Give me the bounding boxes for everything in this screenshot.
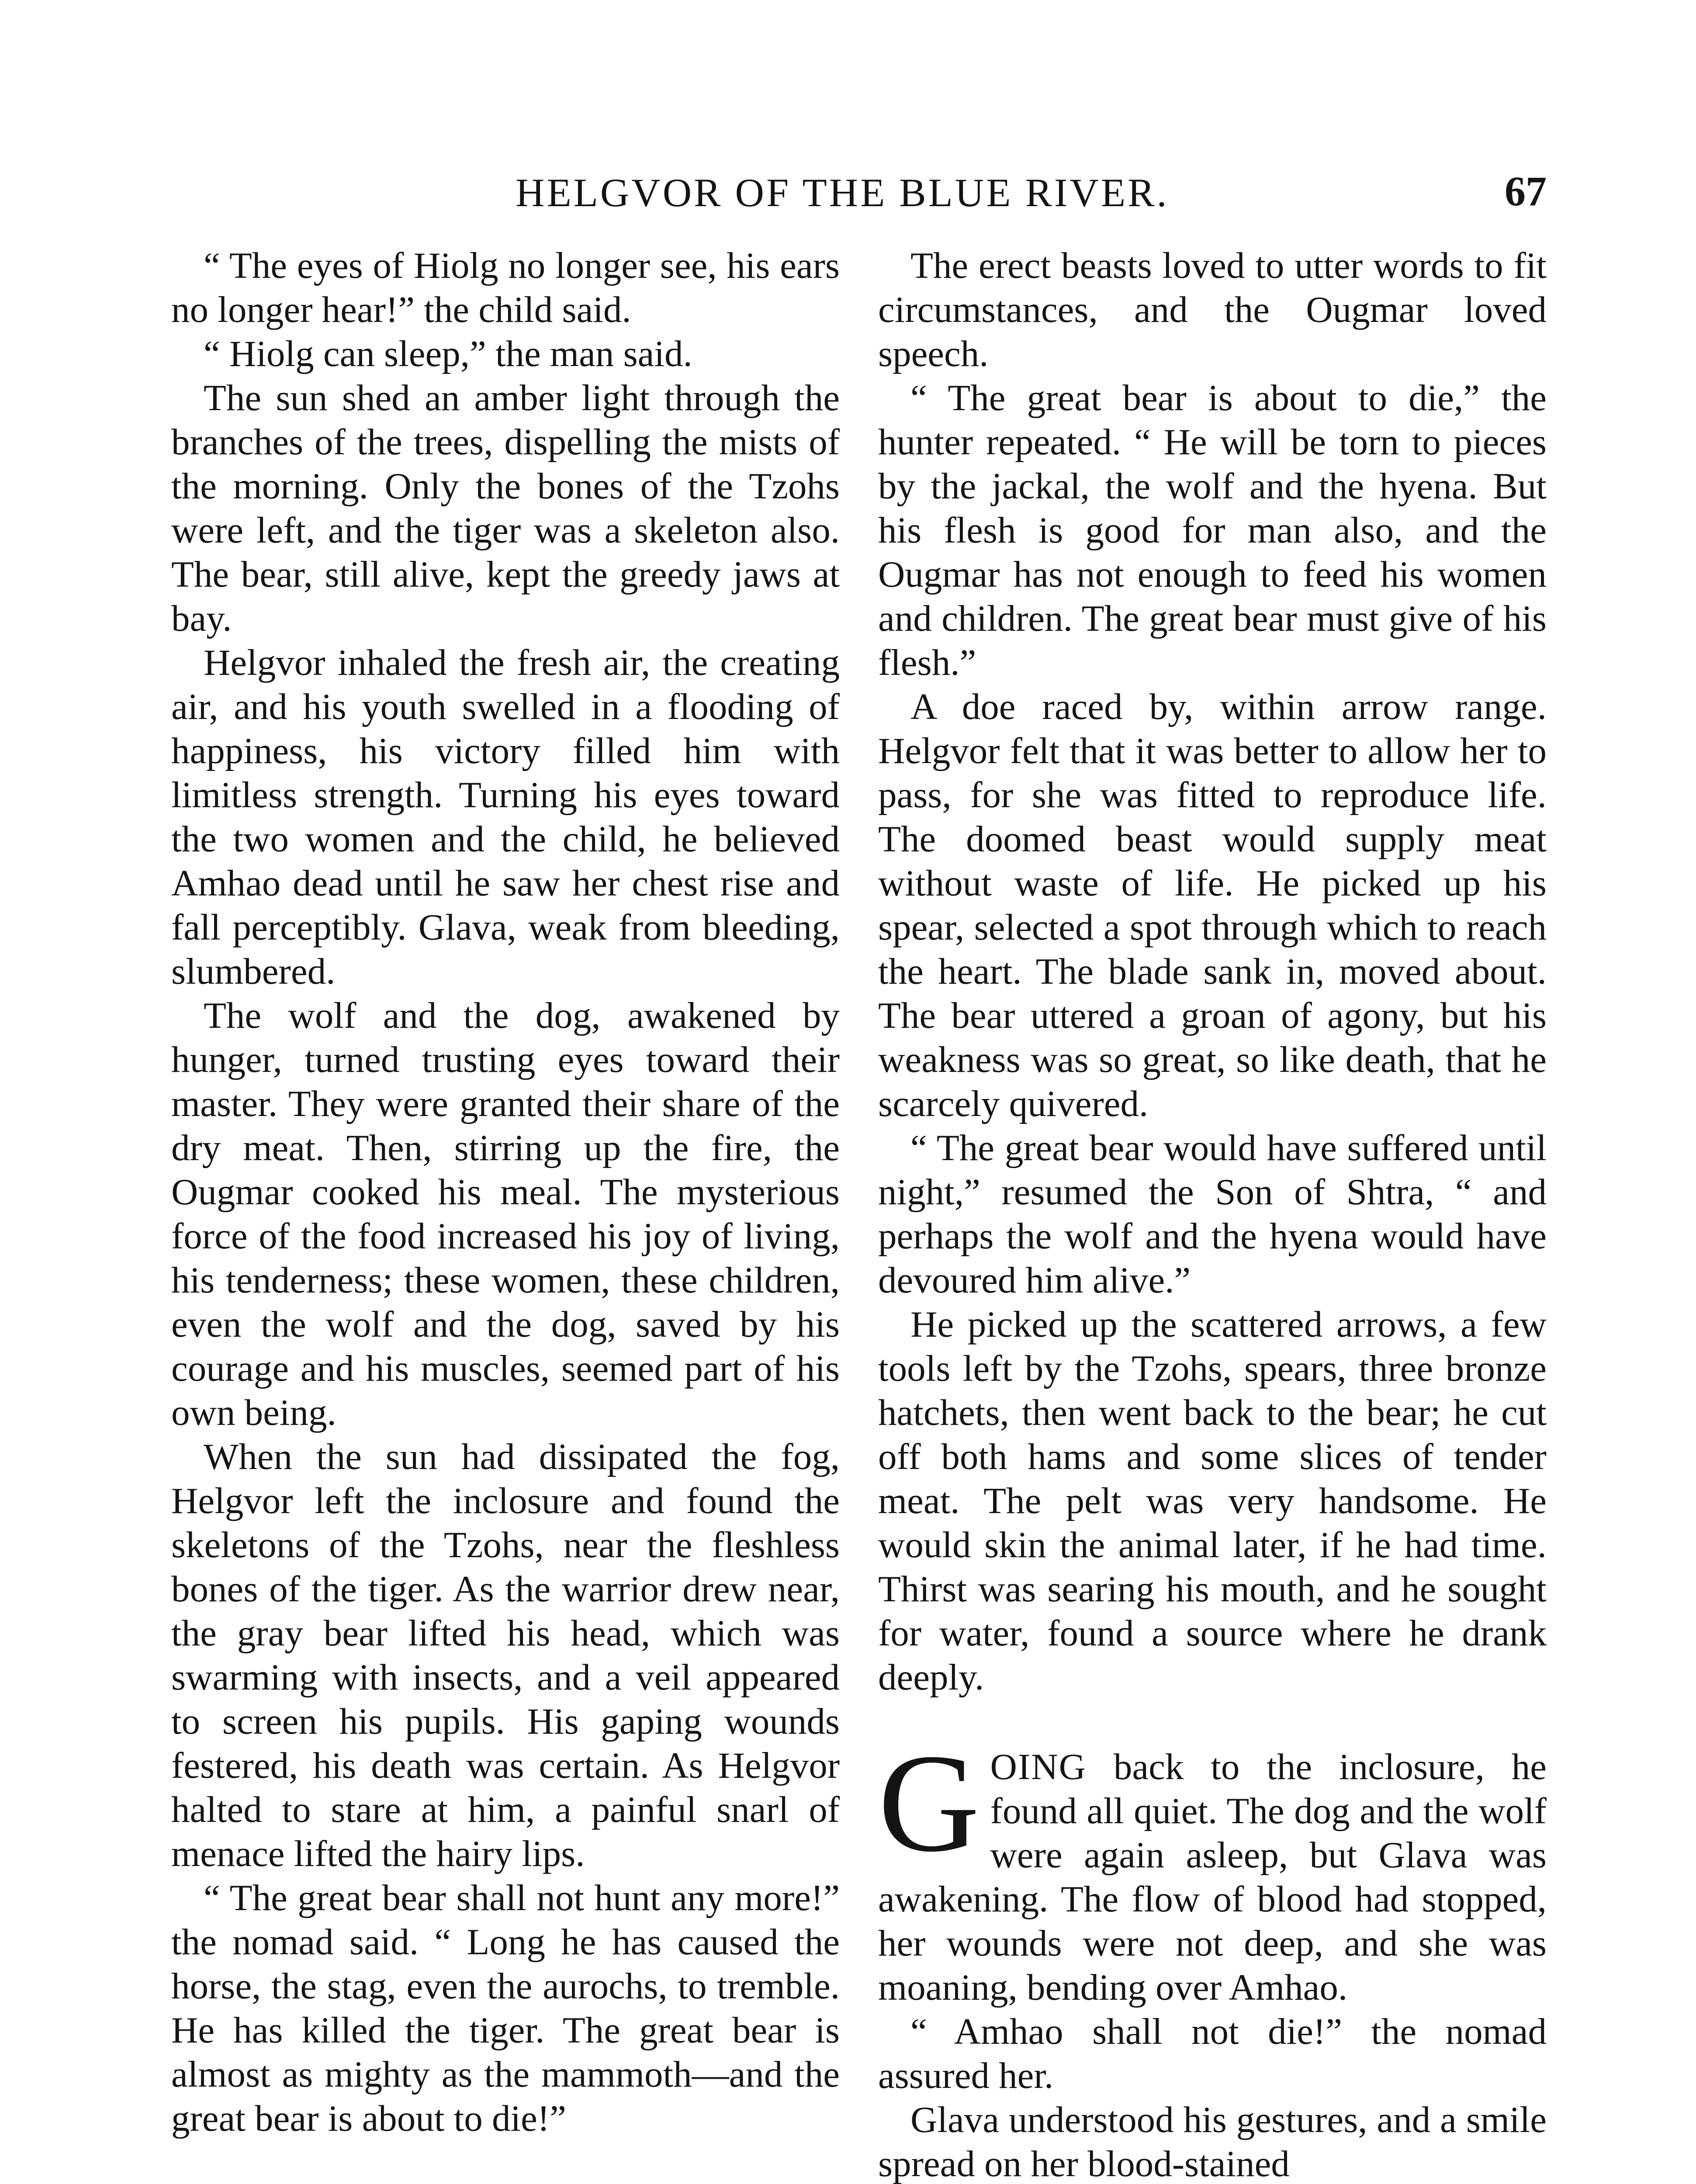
paragraph: The sun shed an amber light through the branches of the trees, dispelling the mists of the morning. Only the bones of the Tzohs were left, and the tiger was a skeleton also. The bear, still alive, kept the greedy jaws at bay. [171, 377, 840, 639]
paragraph: “ The great bear shall not hunt any more!” the nomad said. “ Long he has caused the horse, the stag, even the aurochs, to tremble. He has killed the tiger. The great bear is almost as mighty as the mammoth—and the great bear is about to die!” [171, 1877, 840, 2139]
drop-cap: G [878, 1725, 980, 1881]
paragraph: When the sun had dissipated the fog, Helgvor left the inclosure and found the skeletons of the Tzohs, near the fleshless bones of the tiger. As the warrior drew near, the gray bear lifted his head, which was swarming with insects, and a veil appeared to screen his pupils. His gaping wounds festered, his death was certain. As Helgvor halted to stare at him, a painful snarl of menace lifted the hairy lips. [171, 1436, 840, 1874]
page-header [170, 169, 1547, 222]
paragraph: Glava understood his gestures, and a smile spread on her blood-stained [878, 2099, 1547, 2184]
page-number: 67 [1505, 168, 1547, 214]
paragraph: He picked up the scattered arrows, a few tools left by the Tzohs, spears, three bronze hatchets, then went back to the bear; he cut off both hams and some slices of tender meat. The pelt was very handsome. He would skin the animal later, if he had time. Thirst was searing his mouth, and he sought for water, found a source where he drank deeply. [878, 1304, 1547, 1698]
opening-small-caps: OING [990, 1746, 1087, 1787]
paragraph: The erect beasts loved to utter words to fit circumstances, and the Ougmar loved speech. [878, 245, 1547, 374]
paragraph: A doe raced by, within arrow range. Helgvor felt that it was better to allow her to pass, for she was fitted to reproduce life. The doomed beast would supply meat without waste of life. He picked up his spear, selected a spot through which to reach the heart. The blade sank in, moved about. The bear uttered a groan of agony, but his weakness was so great, so like death, that he scarcely quivered. [878, 686, 1547, 1124]
left-column [171, 244, 840, 2141]
paragraph: “ The great bear would have suffered until night,” resumed the Son of Shtra, “ and perhaps the wolf and the hyena would have devoured him alive.” [878, 1127, 1547, 1301]
opening-text: back to the inclosure, he found all quiet. The dog and the wolf were again asleep, but Glava was awakening. The flow of blood had stopped, her wounds were not deep, and she was moaning, bending over Amhao. [878, 1746, 1547, 2008]
paragraph: Helgvor inhaled the fresh air, the creating air, and his youth swelled in a flooding of happiness, his victory filled him with limitless strength. Turning his eyes toward the two women and the child, he believed Amhao dead until he saw her chest rise and fall perceptibly. Glava, weak from bleeding, slumbered. [171, 642, 840, 992]
paragraph: “ The great bear is about to die,” the hunter repeated. “ He will be torn to pieces by the jackal, the wolf and the hyena. But his flesh is good for man also, and the Ougmar has not enough to feed his women and children. The great bear must give of his flesh.” [878, 377, 1547, 683]
section-two [878, 1725, 1547, 2184]
paragraph: “ Amhao shall not die!” the nomad assured her. [878, 2011, 1547, 2096]
paragraph: “ The eyes of Hiolg no longer see, his ears no longer hear!” the child said. [171, 245, 840, 330]
right-column [878, 244, 1547, 2184]
paragraph: “ Hiolg can sleep,” the man said. [204, 333, 692, 374]
running-head: HELGVOR OF THE BLUE RIVER. [516, 170, 1169, 215]
paragraph: The wolf and the dog, awakened by hunger, turned trusting eyes toward their master. They were granted their share of the dry meat. Then, stirring up the fire, the Ougmar cooked his meal. The mysterious force of the food increased his joy of living, his tenderness; these women, these children, even the wolf and the dog, saved by his courage and his muscles, seemed part of his own being. [171, 995, 840, 1433]
section-opening-paragraph [878, 1725, 1547, 2010]
